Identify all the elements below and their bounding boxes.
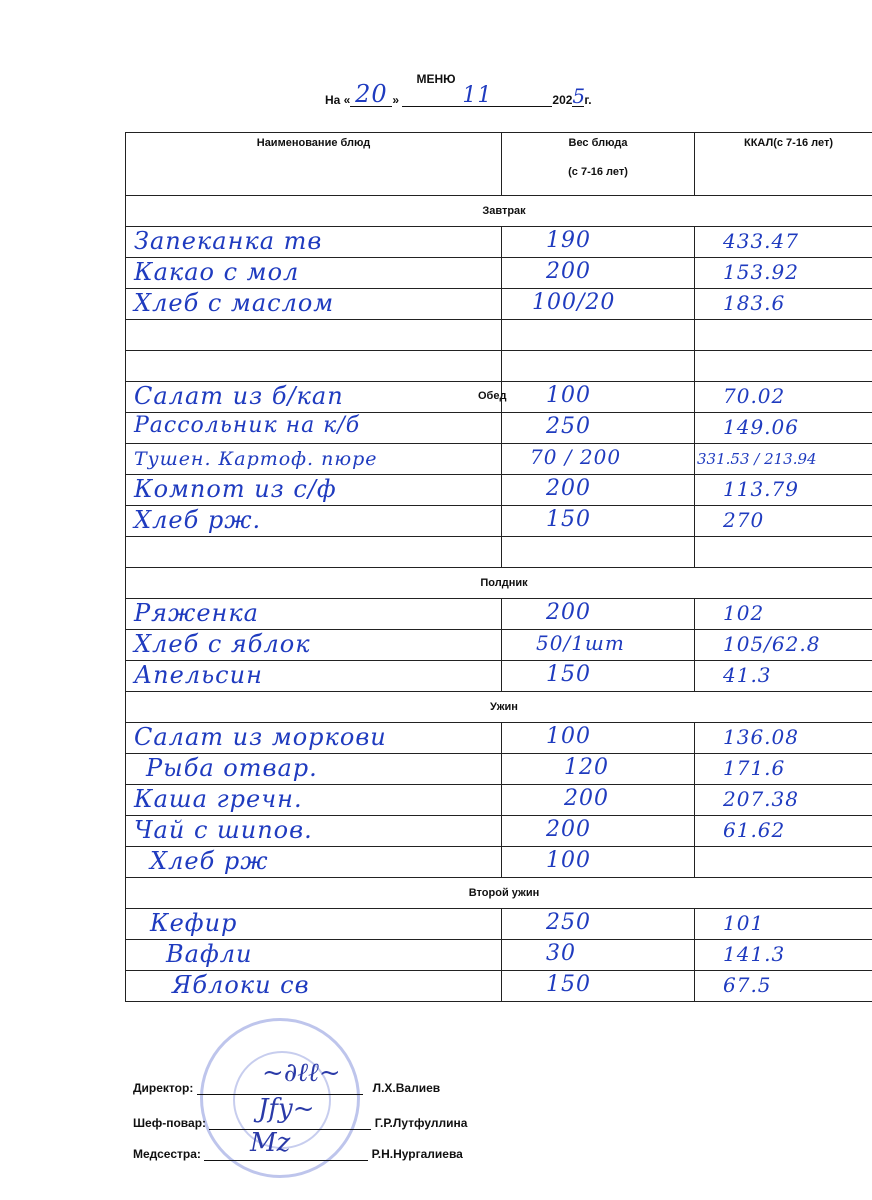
- table-row: Апельсин 150 41.3: [126, 661, 872, 692]
- table-row: Хлеб рж 100: [126, 847, 872, 878]
- chef-label: Шеф-повар:: [133, 1116, 207, 1130]
- date-year-blank: [572, 84, 587, 108]
- table-row: Компот из с/ф 200 113.79: [126, 475, 872, 506]
- date-year-prefix: 202: [552, 93, 573, 107]
- table-row: Ряженка 200 102: [126, 599, 872, 630]
- date-line: [325, 80, 592, 118]
- date-day-blank: [350, 80, 392, 108]
- date-mid: »: [392, 93, 400, 107]
- table-row: Салат из б/кап Обед 100 70.02: [126, 382, 872, 413]
- date-day: 20: [355, 80, 388, 108]
- table-row: Салат из моркови 100 136.08: [126, 723, 872, 754]
- table-row: Какао с мол 200 153.92: [126, 258, 872, 289]
- chef-signature-scribble: Jfy~: [258, 1094, 315, 1124]
- table-row: Рассольник на к/б 250 149.06: [126, 413, 872, 444]
- section-breakfast: Завтрак: [126, 196, 872, 227]
- nurse-signature-line: [133, 1146, 463, 1161]
- section-snack: Полдник: [126, 568, 872, 599]
- table-row: Хлеб с маслом 100/20 183.6: [126, 289, 872, 320]
- director-label: Директор:: [133, 1081, 194, 1095]
- table-row: Хлеб с яблок 50/1шт 105/62.8: [126, 630, 872, 661]
- nurse-signature-scribble: Mz: [250, 1128, 291, 1158]
- table-row: Вафли 30 141.3: [126, 940, 872, 971]
- date-year-digit: 5: [572, 84, 587, 108]
- section-lunch: Обед: [478, 390, 507, 402]
- empty-row: [126, 351, 872, 382]
- chef-name: Г.Р.Лутфуллина: [374, 1116, 468, 1130]
- section-dinner: Ужин: [126, 692, 872, 723]
- date-month: 11: [462, 83, 493, 108]
- nurse-name: Р.Н.Нургалиева: [371, 1147, 463, 1161]
- table-row: Каша гречн. 200 207.38: [126, 785, 872, 816]
- table-header-row: [126, 133, 872, 196]
- date-suffix: г.: [584, 93, 592, 107]
- column-name-header: Наименование блюд: [126, 133, 502, 196]
- empty-row: [126, 320, 872, 351]
- table-row: Рыба отвар. 120 171.6: [126, 754, 872, 785]
- section-second-dinner: Второй ужин: [126, 878, 872, 909]
- director-name: Л.Х.Валиев: [372, 1081, 441, 1095]
- table-row: Кефир 250 101: [126, 909, 872, 940]
- director-signature-scribble: ~∂ℓℓ~: [262, 1058, 341, 1088]
- table-row: Чай с шипов. 200 61.62: [126, 816, 872, 847]
- empty-row: [126, 537, 872, 568]
- page-title: МЕНЮ: [416, 72, 456, 86]
- column-weight-header: Вес блюда (с 7-16 лет): [502, 133, 695, 196]
- column-kcal-header: ККАЛ(с 7-16 лет): [695, 133, 872, 196]
- date-prefix: На «: [325, 93, 351, 107]
- table-row: Тушен. Картоф. пюре 70 / 200 331.53 / 213.94: [126, 444, 872, 475]
- table-row: Яблоки св 150 67.5: [126, 971, 872, 1002]
- table-row: Хлеб рж. 150 270: [126, 506, 872, 537]
- date-month-blank: [402, 83, 552, 108]
- nurse-label: Медсестра:: [133, 1147, 201, 1161]
- table-row: Запеканка тв 190 433.47: [126, 227, 872, 258]
- menu-table: [125, 132, 872, 1002]
